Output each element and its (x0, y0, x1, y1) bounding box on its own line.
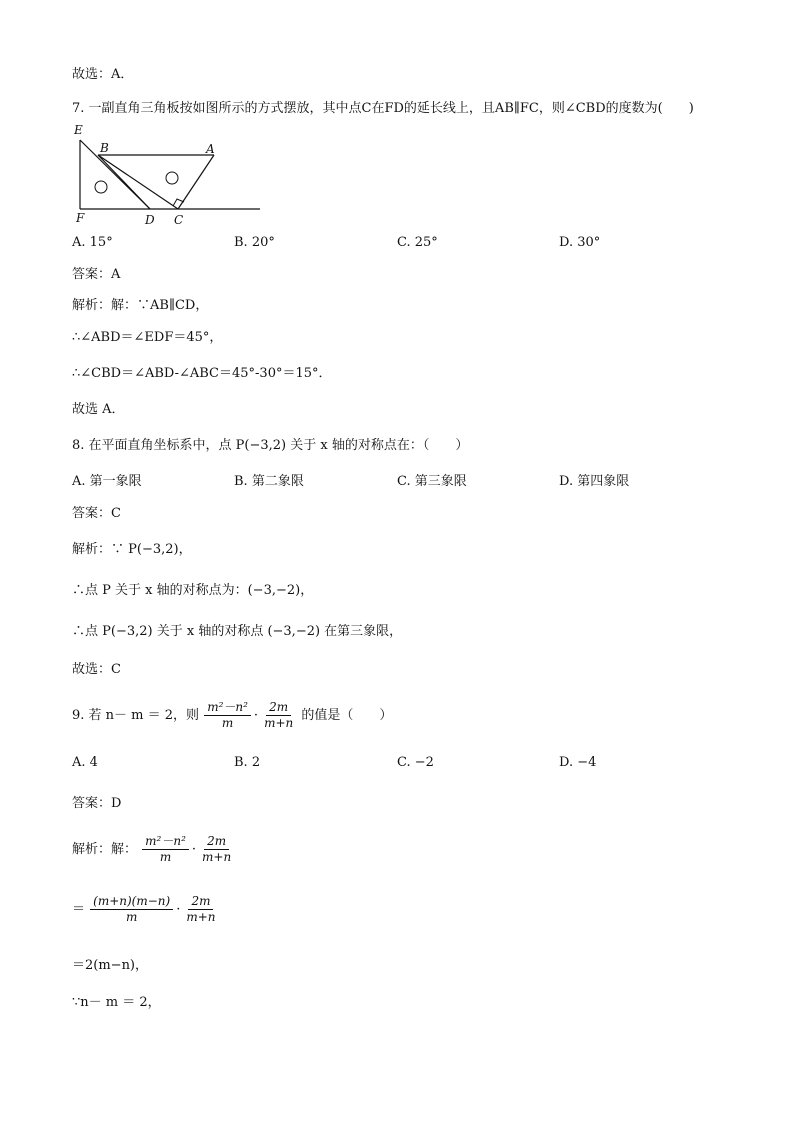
q8-analysis-2: ∴点 P 关于 x 轴的对称点为：(−3,−2)， (72, 583, 314, 598)
label-B: B (100, 141, 109, 155)
q7-option-c: C. 25° (397, 235, 438, 250)
q9-analysis-4: ∵n－ m ＝ 2， (72, 995, 161, 1010)
q9-stem: 9. 若 n－ m ＝ 2，则 $\frac{\text{m²－n²}}{m}$ · $\frac{2m}{m+n}$ 的值是（ ） (72, 700, 393, 730)
q7-option-d: D. 30° (559, 235, 601, 250)
q9-f2-num: 2m (266, 700, 291, 716)
q8-option-b: B. 第二象限 (234, 474, 304, 489)
label-C: C (174, 213, 184, 227)
q7-analysis-3: ∴∠CBD＝∠ABD-∠ABC＝45°-30°＝15°． (72, 366, 332, 381)
q9-a2-fraction-2: $\frac{2m}{m+n}$ (186, 894, 216, 924)
q8-analysis-3: ∴点 P(−3,2) 关于 x 轴的对称点 (−3,−2) 在第三象限， (72, 624, 403, 639)
q8-option-c: C. 第三象限 (397, 474, 467, 489)
q9-f2-den: m+n (264, 716, 294, 730)
q9-fraction-1 (204, 700, 251, 731)
q7-answer: 答案：A (72, 267, 121, 282)
q7-option-a: A. 15° (72, 235, 113, 250)
triangle-hole-left (95, 181, 107, 193)
q7-conclusion: 故选 A． (72, 402, 125, 417)
q8-stem: 8. 在平面直角坐标系中，点 P(−3,2) 关于 x 轴的对称点在：（ ） (72, 438, 469, 453)
q9-analysis-3: ＝2(m−n)， (72, 958, 149, 973)
triangle-hole-right (166, 172, 178, 184)
label-D: D (145, 213, 155, 227)
line-AC (178, 155, 214, 209)
q8-option-a: A. 第一象限 (72, 474, 142, 489)
q9-option-d: D. −4 (559, 755, 597, 770)
q9-a1-fraction-1: $\frac{\text{m²－n²}}{m}$ (142, 834, 189, 865)
q8-answer: 答案：C (72, 506, 121, 521)
q9-option-b: B. 2 (234, 755, 261, 770)
q7-option-b: B. 20° (234, 235, 275, 250)
prev-conclusion: 故选：A． (72, 67, 134, 82)
q9-analysis-2: ＝ $\frac{(m+n)(m-n)}{m}$ · $\frac{2m}{m+n}$ (72, 890, 220, 930)
label-A: A (206, 142, 215, 156)
q7-figure (68, 120, 268, 228)
q8-option-d: D. 第四象限 (559, 474, 630, 489)
q7-analysis-2: ∴∠ABD＝∠EDF＝45°， (72, 330, 223, 345)
q9-stem-prefix: 9. 若 n－ m ＝ 2，则 (72, 708, 200, 723)
q9-stem-suffix: 的值是（ ） (301, 708, 393, 723)
q9-option-c: C. −2 (397, 755, 434, 770)
q9-analysis-1: 解析：解： $\frac{\text{m²－n²}}{m}$ · $\frac{2m}{m+n}$ (72, 830, 235, 870)
q9-f1-den: m (221, 716, 234, 730)
q9-option-a: A. 4 (72, 755, 98, 770)
line-BC (98, 155, 178, 209)
q9-answer: 答案：D (72, 796, 122, 811)
label-E: E (74, 123, 83, 137)
q8-analysis-1: 解析：∵ P(−3,2)， (72, 542, 192, 557)
q9-fraction-2 (261, 700, 296, 731)
q9-a1-fraction-2: $\frac{2m}{m+n}$ (202, 834, 232, 864)
q7-analysis-1: 解析：解：∵AB∥CD， (72, 298, 209, 313)
q9-eq-sign: ＝ (72, 902, 86, 917)
q9-a2-fraction-1: $\frac{(m+n)(m-n)}{m}$ (90, 894, 173, 925)
q9-f1-num: m²－n² (204, 700, 251, 716)
label-F: F (76, 211, 85, 225)
line-BD (98, 155, 150, 209)
q8-conclusion: 故选：C (72, 662, 121, 677)
q7-stem: 7. 一副直角三角板按如图所示的方式摆放，其中点C在FD的延长线上，且AB∥FC，则∠CBD的度数为( ) (72, 101, 694, 116)
q9-analysis-prefix: 解析：解： (72, 842, 138, 857)
